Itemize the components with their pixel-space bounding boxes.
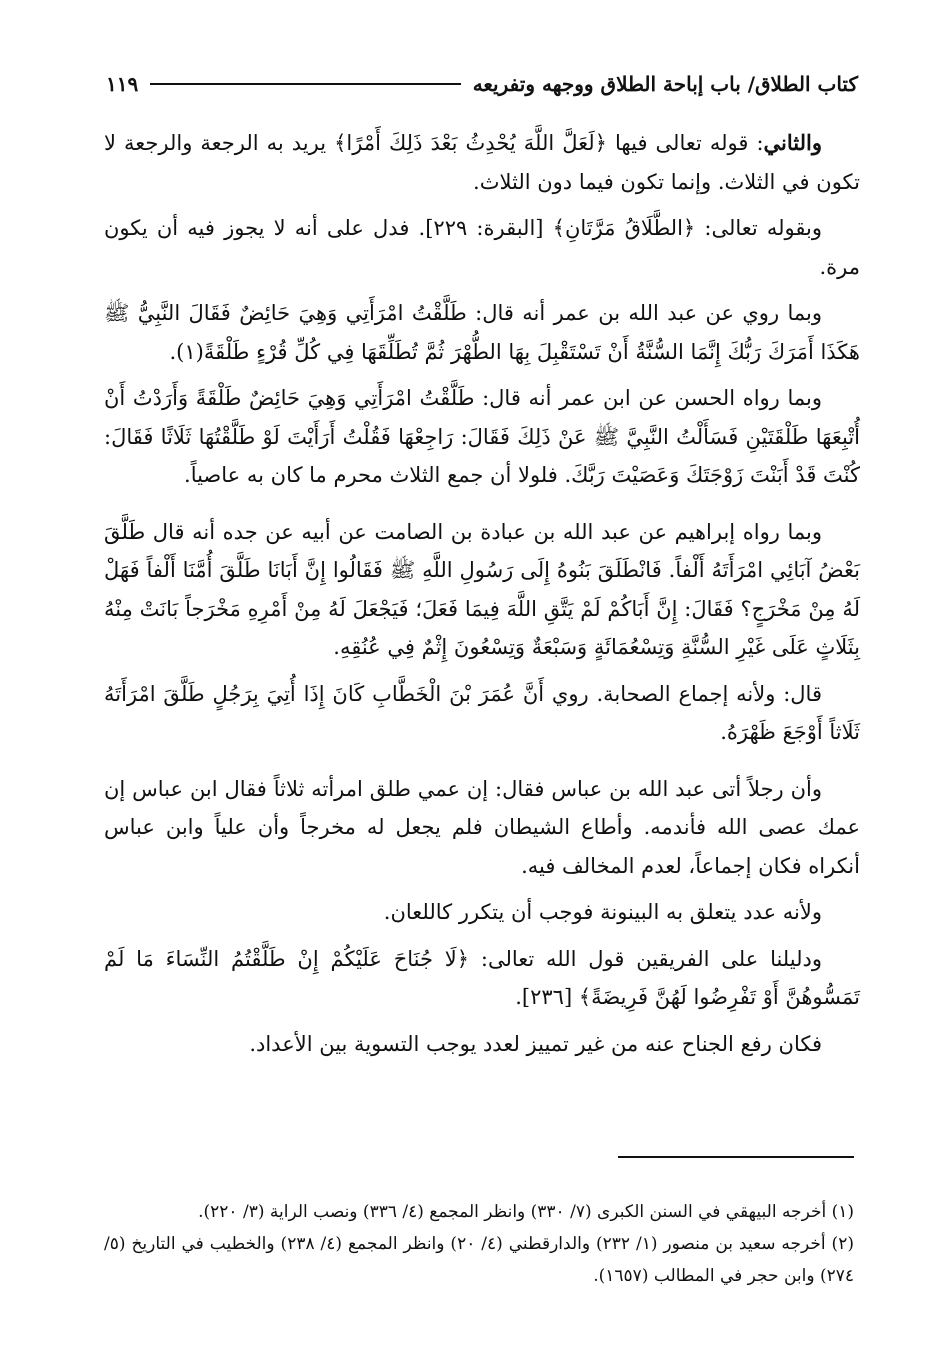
header-rule xyxy=(150,83,460,85)
paragraph-text: وبما رواه الحسن عن ابن عمر أنه قال: طَلَّقْتُ امْرَأَتِي وَهِيَ حَائِضٌ طَلْقَةً وَأَرَدْتُ أَنْ أُتْبِعَهَا طَلْقَتَيْنِ فَسَأَلْتُ النَّبِيَّ ﷺ عَنْ ذَلِكَ فَقَالَ: رَاجِعْهَا فَقُلْتُ أَرَأَيْتَ لَوْ طَلَّقْتُهَا ثَلَاثًا فَقَالَ: كُنْتَ قَدْ أَبَنْتَ زَوْجَتَكَ وَعَصَيْتَ رَبَّكَ. فلولا أن جمع الثلاث محرم ما كان به عاصياً. xyxy=(104,386,860,487)
paragraph-text: وبقوله تعالى: ﴿الطَّلَاقُ مَرَّتَانِ﴾ [البقرة: ٢٢٩]. فدل على أنه لا يجوز فيه أن يكون مرة. xyxy=(104,216,860,279)
paragraph xyxy=(104,675,860,752)
running-header xyxy=(106,64,858,104)
paragraph-text: فكان رفع الجناح عنه من غير تمييز لعدد يوجب التسوية بين الأعداد. xyxy=(249,1031,822,1056)
chapter-title: كتاب الطلاق/ باب إباحة الطلاق ووجهه وتفريعه xyxy=(472,72,858,96)
paragraph-text: : قوله تعالى فيها ﴿لَعَلَّ اللَّهَ يُحْدِثُ بَعْدَ ذَلِكَ أَمْرًا﴾ يريد به الرجعة والرجعة لا تكون في الثلاث. وإنما تكون فيما دون الثلاث. xyxy=(104,131,860,194)
footnotes xyxy=(104,1196,860,1292)
paragraph-text: وبما رواه إبراهيم عن عبد الله بن عبادة بن الصامت عن أبيه عن جده أنه قال طَلَّقَ بَعْضُ آبَائِي امْرَأَتَهُ أَلْفاً. فَانْطَلَقَ بَنُوهُ إِلَى رَسُولِ اللَّهِ ﷺ فَقَالُوا إِنَّ أَبَانَا طَلَّقَ أُمَّنَا أَلْفاً فَهَلْ لَهُ مِنْ مَخْرَجٍ؟ فَقَالَ: إِنَّ أَبَاكُمْ لَمْ يَتَّقِ اللَّهَ فِيمَا فَعَلَ؛ فَيَجْعَلَ لَهُ مِنْ أَمْرِهِ مَخْرَجاً بَانَتْ مِنْهُ بِثَلَاثٍ عَلَى غَيْرِ السُّنَّةِ وَتِسْعُمَائَةٍ وَسَبْعَةٌ وَتِسْعُونَ إِثْمٌ فِي عُنُقِهِ. xyxy=(104,519,860,659)
paragraph-text: وبما روي عن عبد الله بن عمر أنه قال: طَلَّقْتُ امْرَأَتِي وَهِيَ حَائِضٌ فَقَالَ النَّبِيُّ ﷺ هَكَذَا أَمَرَكَ رَبُّكَ إِنَّمَا السُّنَّةُ أَنْ تَسْتَقْبِلَ بِهَا الطُّهْرَ ثُمَّ تُطَلِّقَهَا فِي كُلِّ قُرْءٍ طَلْقَةً(١). xyxy=(104,301,860,364)
paragraph xyxy=(104,209,860,286)
paragraph xyxy=(104,124,860,201)
paragraph xyxy=(104,1025,860,1064)
paragraph xyxy=(104,893,860,932)
paragraph xyxy=(104,294,860,371)
main-text xyxy=(104,124,860,1071)
paragraph xyxy=(104,513,860,667)
paragraph-text: ولأنه عدد يتعلق به البينونة فوجب أن يتكرر كاللعان. xyxy=(383,900,822,924)
paragraph xyxy=(104,940,860,1017)
paragraph xyxy=(104,379,860,495)
paragraph-lead: والثاني xyxy=(763,130,822,155)
page-number: ١١٩ xyxy=(106,72,139,96)
paragraph-text: وأن رجلاً أتى عبد الله بن عباس فقال: إن عمي طلق امرأته ثلاثاً فقال ابن عباس إن عمك عصى الله فأندمه. وأطاع الشيطان فلم يجعل له مخرجاً وأن علياً وابن عباس أنكراه فكان إجماعاً، لعدم المخالف فيه. xyxy=(104,776,860,878)
footnote: (٢) أخرجه سعيد بن منصور (١/ ٢٣٢) والدارقطني (٤/ ٢٠) وانظر المجمع (٤/ ٢٣٨) والخطيب في التاريخ (٥/ ٢٧٤) وابن حجر في المطالب (١٦٥٧). xyxy=(104,1234,854,1286)
footnote-separator xyxy=(618,1156,854,1158)
paragraph-text: قال: ولأنه إجماع الصحابة. روي أَنَّ عُمَرَ بْنَ الْخَطَّابِ كَانَ إِذَا أُتِيَ بِرَجُلٍ طَلَّقَ امْرَأَتَهُ ثَلَاثاً أَوْجَعَ ظَهْرَهُ. xyxy=(104,681,860,744)
footnote: (١) أخرجه البيهقي في السنن الكبرى (٧/ ٣٣٠) وانظر المجمع (٤/ ٣٣٦) ونصب الراية (٣/ ٢٢٠). xyxy=(198,1202,854,1222)
paragraph xyxy=(104,770,860,886)
paragraph-text: ودليلنا على الفريقين قول الله تعالى: ﴿لَا جُنَاحَ عَلَيْكُمْ إِنْ طَلَّقْتُمُ النِّسَاءَ مَا لَمْ تَمَسُّوهُنَّ أَوْ تَفْرِضُوا لَهُنَّ فَرِيضَةً﴾ [٢٣٦]. xyxy=(104,946,860,1009)
